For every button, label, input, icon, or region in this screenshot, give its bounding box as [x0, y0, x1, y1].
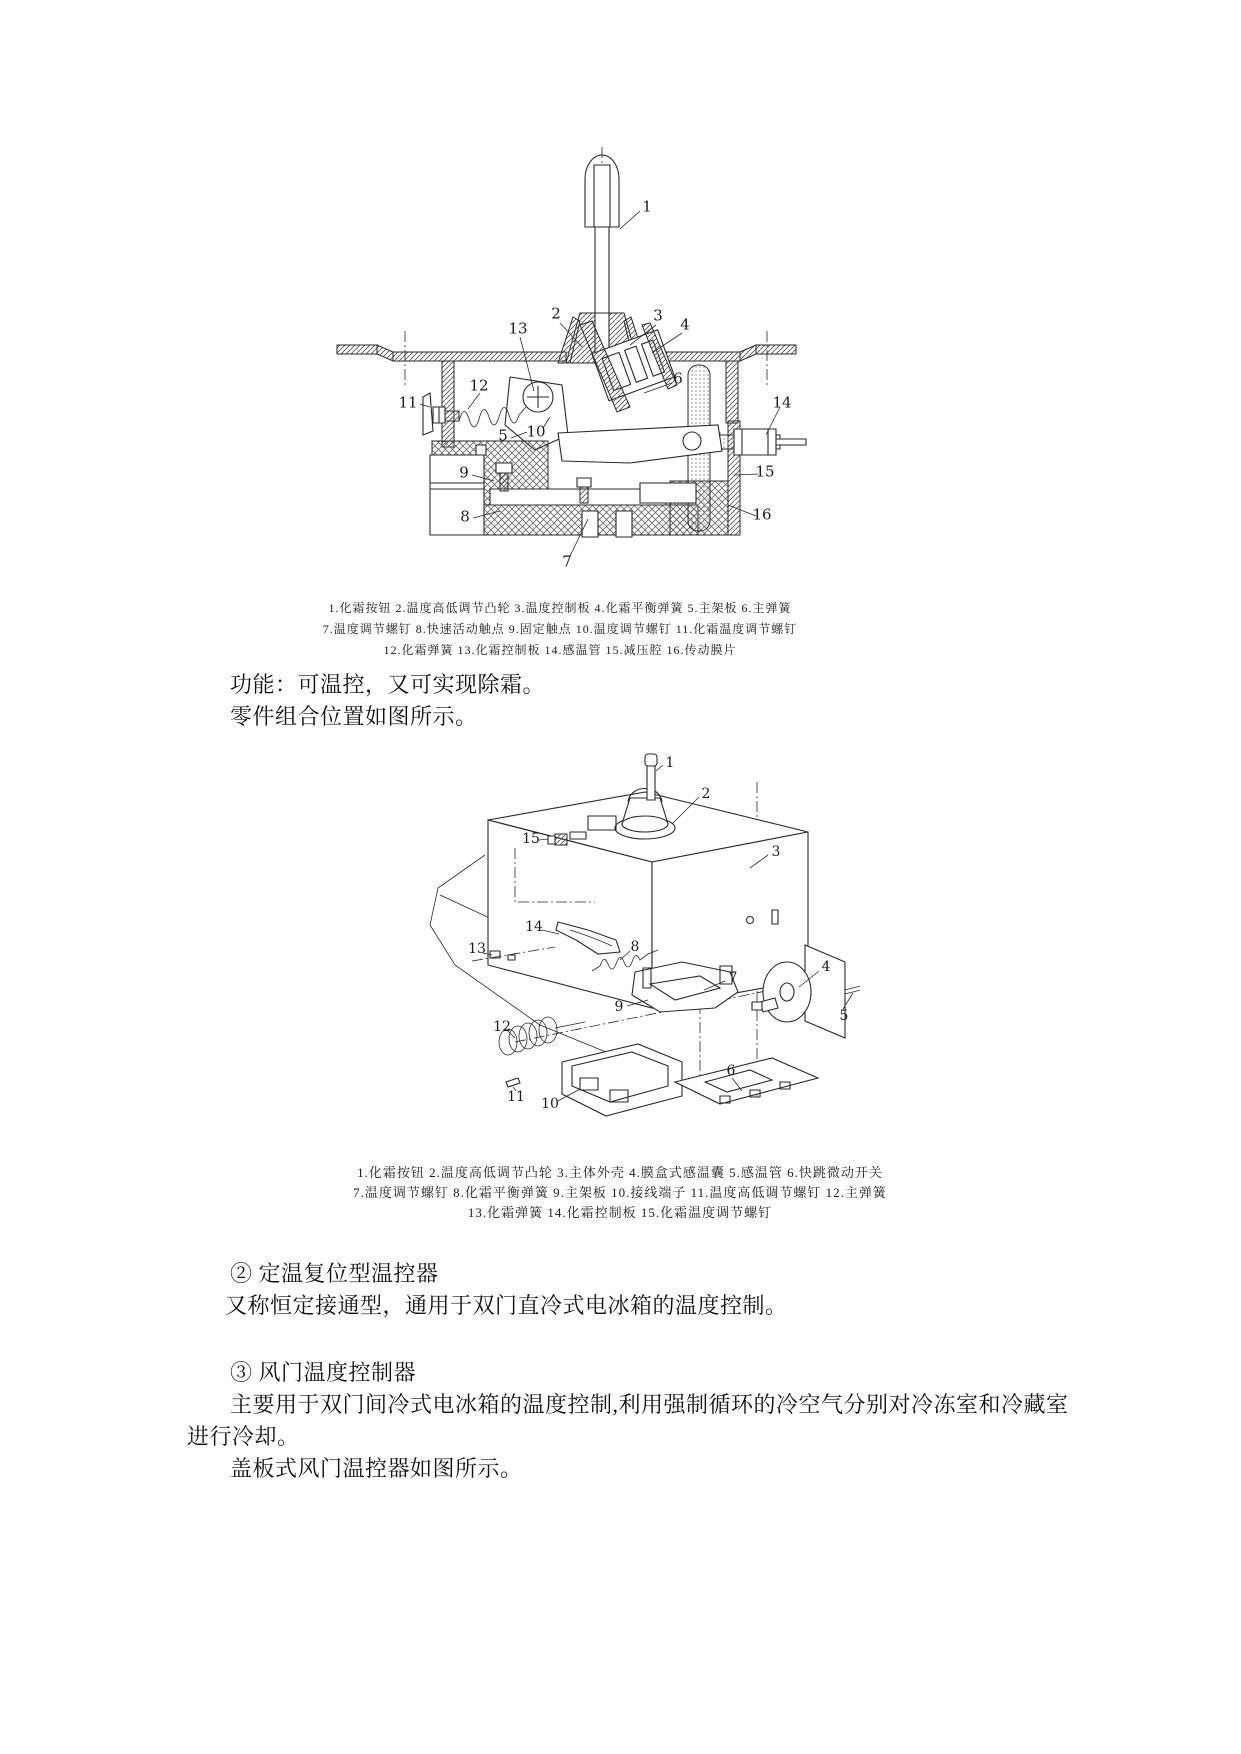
- item2-text: 又称恒定接通型，通用于双门直冷式电冰箱的温度控制。: [225, 1293, 788, 1318]
- figure1-cross-section-label-10: 10: [526, 422, 546, 441]
- figure2-exploded-view-label-2: 2: [701, 786, 711, 802]
- figure1-cross-section-label-5: 5: [498, 426, 508, 445]
- para-parts: 零件组合位置如图所示。: [230, 704, 478, 729]
- figure2-exploded-view-label-3: 3: [771, 844, 781, 860]
- figure2-caption-line2: 7.温度调节螺钉 8.化霜平衡弹簧 9.主架板 10.接线端子 11.温度高低调节螺钉 12.主弹簧: [353, 1185, 887, 1200]
- figure2-exploded-view-label-6: 6: [726, 1063, 736, 1079]
- figure1-cross-section-label-9: 9: [459, 463, 469, 482]
- figure1-cross-section-label-11: 11: [398, 393, 418, 412]
- figure2-caption-line3: 13.化霜弹簧 14.化霜控制板 15.化霜温度调节螺钉: [467, 1205, 773, 1220]
- para-cover: 盖板式风门温控器如图所示。: [230, 1456, 523, 1481]
- figure1-cross-section-label-13: 13: [508, 319, 528, 338]
- figure2-exploded-view-label-15: 15: [522, 831, 540, 847]
- figure2-exploded-view-label-10: 10: [541, 1096, 559, 1112]
- para-function: 功能：可温控，又可实现除霜。: [230, 672, 546, 697]
- figure1-drawing: [330, 145, 810, 575]
- figure1-caption-line3: 12.化霜弹簧 13.化霜控制板 14.感温管 15.减压腔 16.传动膜片: [383, 643, 737, 657]
- figure1-cross-section-label-15: 15: [755, 462, 775, 481]
- figure1-cross-section-label-1: 1: [642, 197, 652, 216]
- figure2-exploded-view-label-9: 9: [614, 999, 624, 1015]
- figure1-cross-section-label-8: 8: [460, 507, 470, 526]
- item3-text-line1: 主要用于双门间冷式电冰箱的温度控制,利用强制循环的冷空气分别对冷冻室和冷藏室: [230, 1392, 1069, 1417]
- figure2-caption: [320, 1163, 920, 1223]
- figure1-cross-section-label-12: 12: [469, 376, 489, 395]
- figure2-drawing: [420, 740, 860, 1140]
- item3-text-line2: 进行冷却。: [187, 1424, 300, 1449]
- figure2-exploded-view-label-7: 7: [728, 970, 738, 986]
- item3-heading: ③ 风门温度控制器: [230, 1360, 417, 1385]
- figure1-cross-section: [330, 145, 810, 575]
- figure1-cross-section-label-16: 16: [752, 505, 772, 524]
- item2-heading: ② 定温复位型温控器: [230, 1261, 439, 1286]
- figure2-exploded-view-label-4: 4: [821, 959, 831, 975]
- figure1-cross-section-label-3: 3: [653, 306, 663, 325]
- figure1-cross-section-label-6: 6: [673, 369, 683, 388]
- figure2-caption-line1: 1.化霜按钮 2.温度高低调节凸轮 3.主体外壳 4.膜盒式感温囊 5.感温管 6.快跳微动开关: [357, 1165, 883, 1180]
- figure2-exploded-view-label-5: 5: [839, 1008, 849, 1024]
- figure2-exploded-view-label-11: 11: [507, 1089, 525, 1105]
- figure2-exploded-view-label-1: 1: [665, 755, 675, 771]
- figure1-caption-line2: 7.温度调节螺钉 8.快速活动触点 9.固定触点 10.温度调节螺钉 11.化霜温度调节螺钉: [322, 622, 798, 636]
- figure1-cross-section-label-2: 2: [551, 304, 561, 323]
- figure2-exploded-view-label-12: 12: [493, 1019, 511, 1035]
- figure2-exploded-view-label-13: 13: [468, 941, 486, 957]
- figure2-exploded-view: [420, 740, 860, 1140]
- figure1-cross-section-label-4: 4: [680, 315, 690, 334]
- figure1-cross-section-label-7: 7: [562, 552, 572, 571]
- figure2-exploded-view-label-14: 14: [525, 919, 543, 935]
- figure2-exploded-view-label-8: 8: [630, 939, 640, 955]
- figure1-caption: [290, 598, 830, 661]
- figure1-cross-section-label-14: 14: [772, 393, 792, 412]
- figure1-caption-line1: 1.化霜按钮 2.温度高低调节凸轮 3.温度控制板 4.化霜平衡弹簧 5.主架板 6.主弹簧: [328, 601, 792, 615]
